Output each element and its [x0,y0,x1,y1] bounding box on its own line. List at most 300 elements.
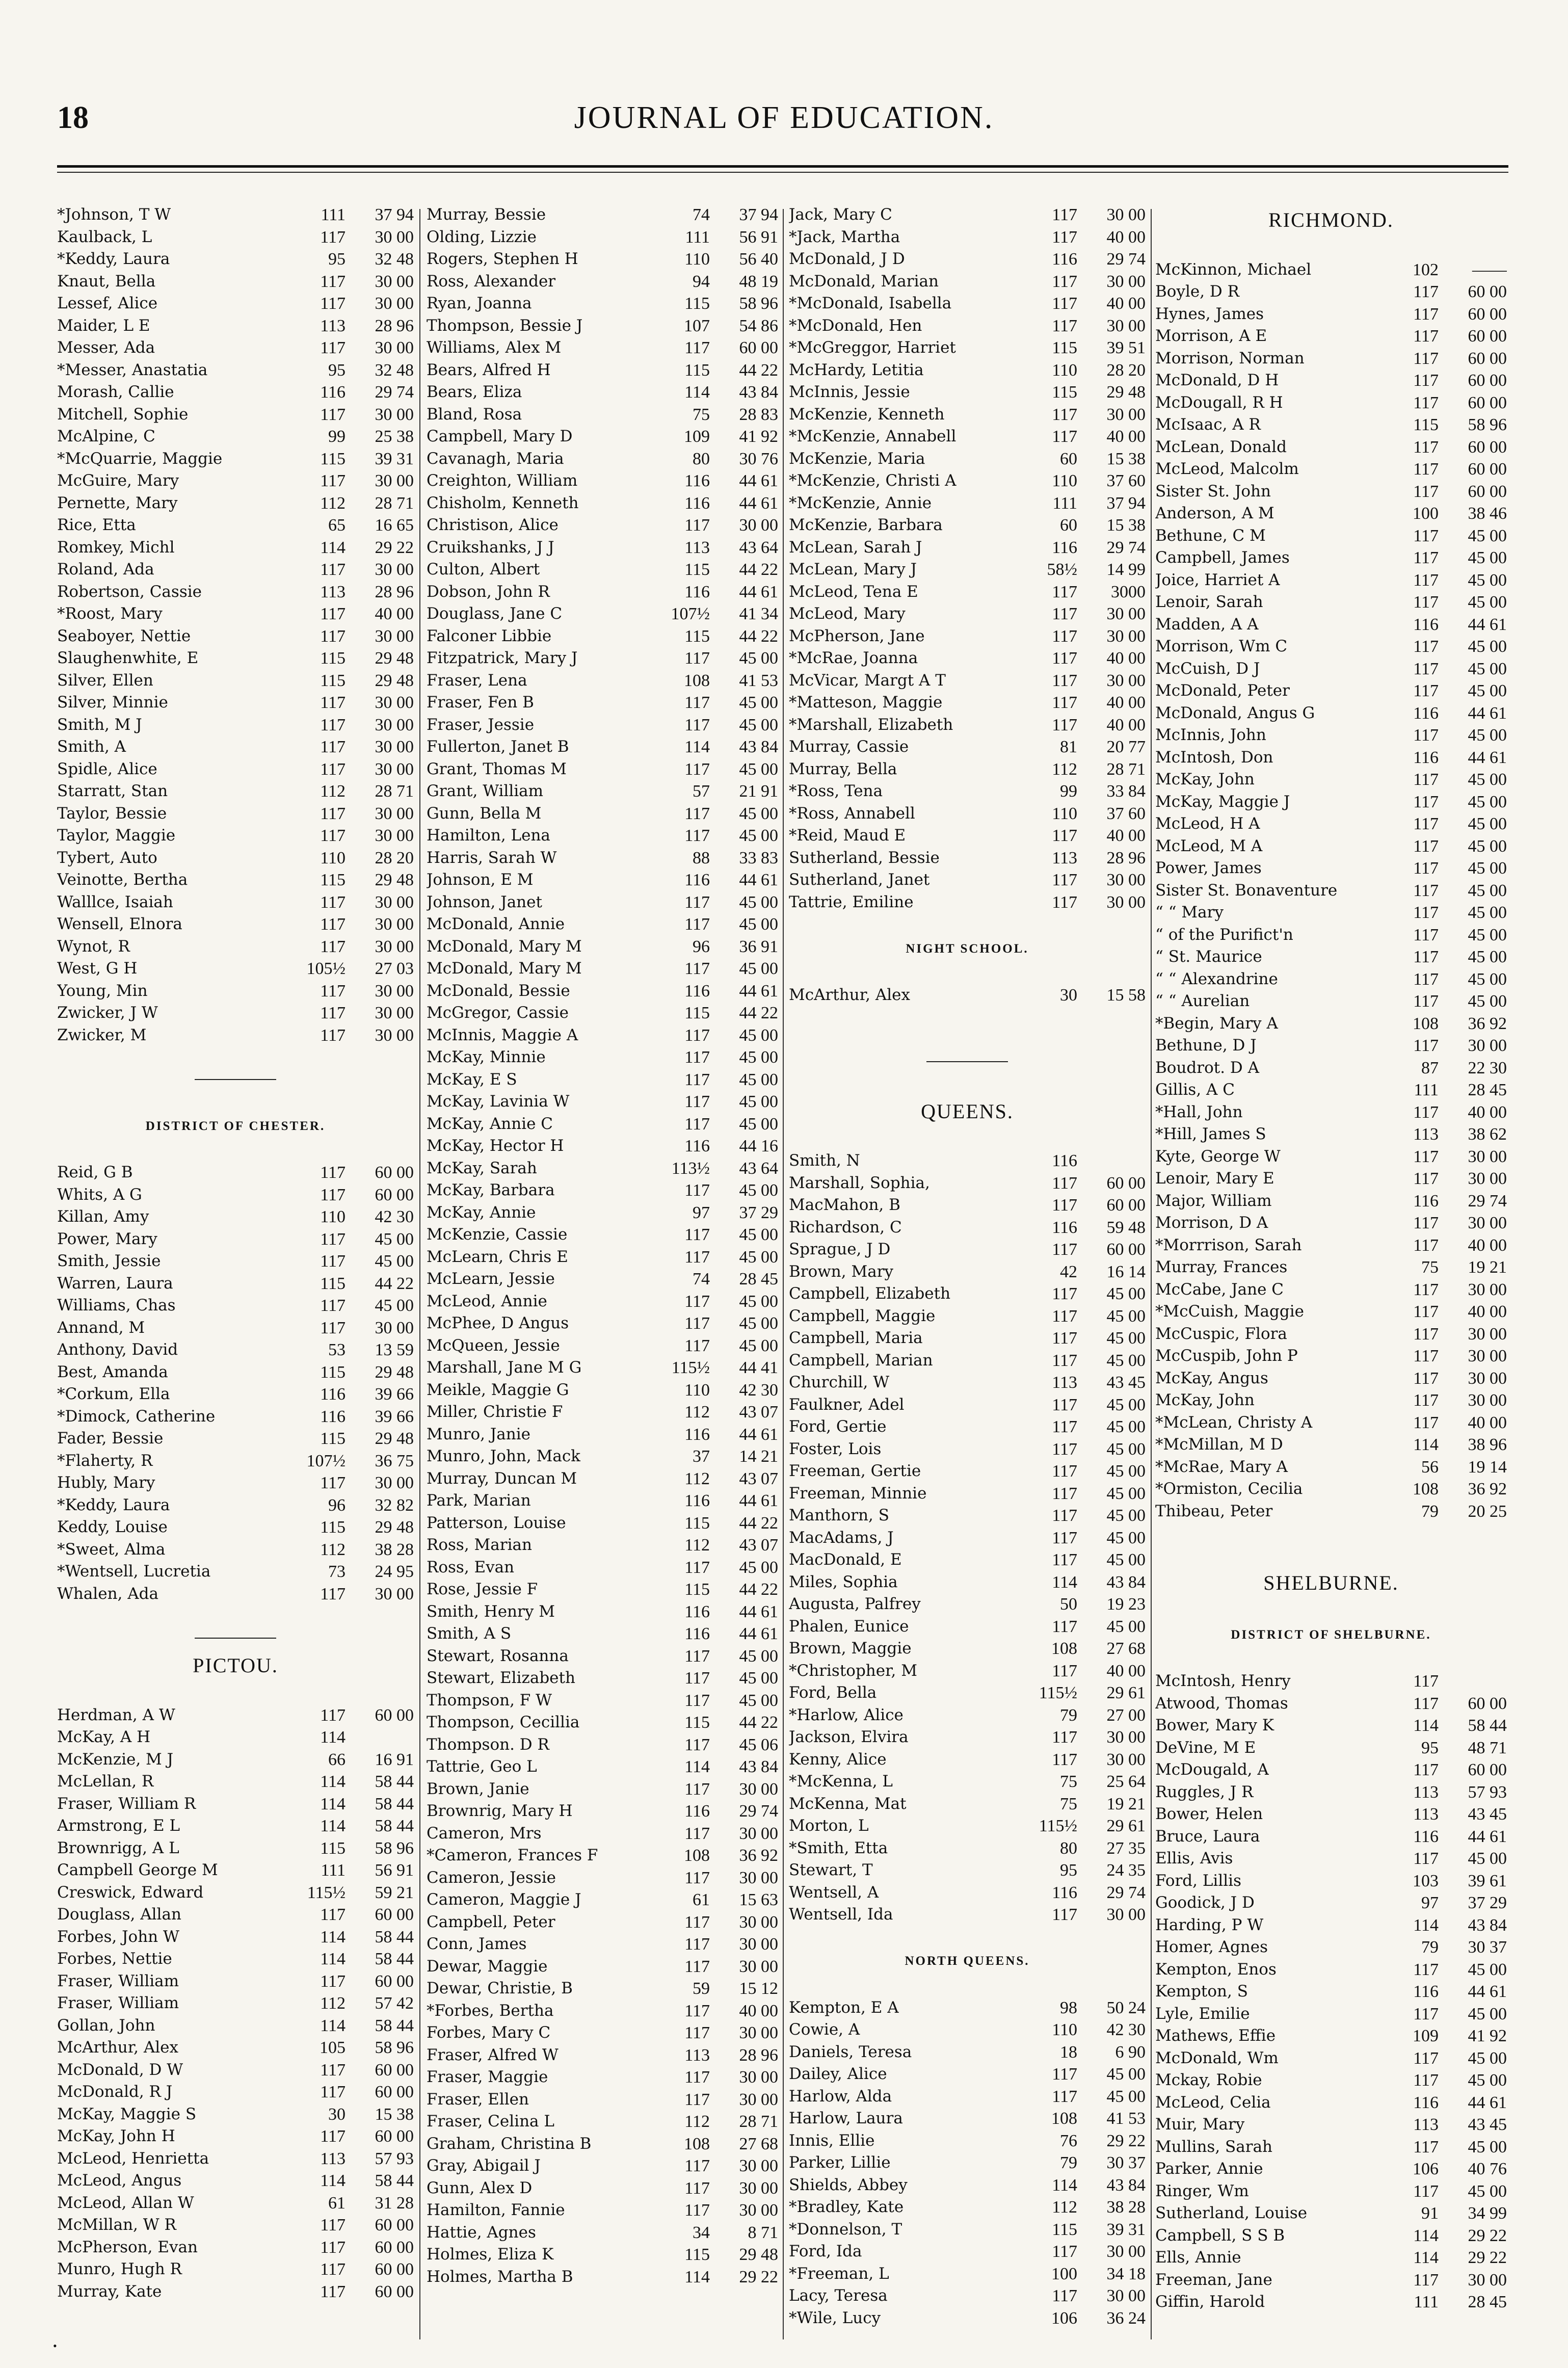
days-attended: 117 [320,738,346,756]
teacher-name: Jack, Mary C [789,205,892,224]
list-item [427,1202,778,1224]
list-item [427,936,778,958]
list-item [57,1561,414,1583]
grant-amount: 45 00 [739,1314,778,1333]
list-item [1155,857,1507,880]
days-attended: 117 [1413,548,1439,567]
teacher-name: Hamilton, Lena [427,826,550,845]
days-attended: 117 [684,338,710,357]
grant-amount: 45 00 [1106,2065,1146,2084]
teacher-name: “ of the Purifict'n [1155,925,1293,944]
teacher-name: McQueen, Jessie [427,1336,560,1355]
teacher-name: Fader, Bessie [57,1429,164,1448]
grant-amount: 45 00 [1106,1329,1146,1348]
grant-amount: 36 92 [1468,1014,1507,1033]
grant-amount: 40 76 [1468,2160,1507,2178]
teacher-name: Homer, Agnes [1155,1938,1268,1956]
teacher-name: Murray, Kate [57,2282,162,2301]
list-item [57,2237,414,2259]
grant-amount: 14 99 [1106,560,1146,579]
teacher-name: McCuspic, Flora [1155,1324,1287,1343]
days-attended: 117 [320,826,346,845]
days-attended: 108 [684,671,710,690]
grant-amount: 29 48 [375,871,414,889]
grant-amount: 44 16 [739,1137,778,1155]
teacher-name: Campbell, Maria [789,1329,923,1347]
days-attended: 117 [1052,1173,1077,1193]
grant-amount: 45 00 [739,826,778,845]
days-attended: 117 [684,892,710,912]
list-item [789,2086,1146,2108]
teacher-name: Thompson, Cecillia [427,1713,580,1731]
days-attended: 117 [1413,1694,1439,1713]
teacher-name: Kempton, E A [789,1998,899,2017]
days-attended: 117 [1052,693,1077,712]
list-item [1155,1737,1507,1759]
list-item [57,1162,414,1184]
grant-amount: 45 00 [739,1070,778,1089]
grant-amount: 25 38 [375,427,414,446]
teacher-name: Johnson, Janet [427,892,542,911]
grant-amount: 30 00 [1106,1728,1146,1747]
list-item [57,2125,414,2148]
days-attended: 117 [320,560,346,579]
teacher-name: McKenzie, M J [57,1750,174,1769]
days-attended: 117 [1052,892,1077,912]
list-item [57,2214,414,2237]
list-item [1155,1256,1507,1279]
grant-amount: 43 64 [739,1159,778,1178]
teacher-name: McDougald, A [1155,1760,1269,1779]
days-attended: 88 [693,848,710,867]
days-attended: 74 [693,205,710,224]
teacher-name: Tybert, Auto [57,848,157,867]
days-attended: 117 [320,1971,346,1991]
days-attended: 116 [684,981,710,1001]
list-item [427,647,778,670]
teacher-name: McKay, Angus [1155,1369,1268,1387]
days-attended: 116 [1413,2093,1439,2112]
teacher-name: McDonald, Bessie [427,981,570,1000]
grant-amount: 44 22 [739,560,778,579]
teacher-name: McLeod, Annie [427,1292,547,1310]
grant-amount: 30 00 [375,1474,414,1492]
teacher-name: Sister St. Bonaventure [1155,881,1338,900]
days-attended: 117 [684,1181,710,1200]
list-item [427,1978,778,2000]
grant-amount: 45 00 [1468,992,1507,1011]
teacher-name: *McRae, Joanna [789,649,918,667]
column-4 [1155,204,1507,2345]
grant-amount: 60 00 [1468,371,1507,390]
teacher-name: Smith, A S [427,1624,512,1643]
days-attended: 87 [1421,1058,1439,1077]
grant-amount: 30 00 [375,892,414,912]
grant-amount: 19 21 [1106,1794,1146,1813]
days-attended: 113 [320,316,346,335]
teacher-name: Gray, Abigail J [427,2156,541,2175]
teacher-name: Campbell, S S B [1155,2226,1285,2245]
teacher-name: Brown, Mary [789,1262,894,1281]
grant-amount: 29 74 [1106,538,1146,557]
days-attended: 117 [1413,992,1439,1011]
teacher-name: *Morrrison, Sarah [1155,1235,1302,1254]
grant-amount: 48 71 [1468,1738,1507,1757]
grant-amount: 29 22 [1468,2226,1507,2245]
days-attended: 113 [684,538,710,557]
grant-amount: 45 00 [739,693,778,712]
days-attended: 108 [684,1846,710,1865]
grant-amount: 45 00 [1106,1462,1146,1481]
days-attended: 117 [1052,715,1077,734]
teacher-name: McDonald, Mary M [427,959,582,978]
teacher-name: Maider, L E [57,316,150,335]
grant-amount: 56 40 [739,250,778,269]
days-attended: 117 [320,626,346,646]
days-attended: 117 [1413,1280,1439,1299]
spacer [57,1091,414,1113]
teacher-name: McVicar, Margt A T [789,671,946,690]
teacher-name: Starratt, Stan [57,782,168,800]
teacher-name: Meikle, Maggie G [427,1380,569,1399]
teacher-name: McCuspib, John P [1155,1347,1298,1365]
teacher-name: *Smith, Etta [789,1838,888,1857]
list-item [789,2219,1146,2241]
teacher-name: Thompson, F W [427,1691,552,1709]
grant-amount: 36 92 [1468,1480,1507,1498]
days-attended: 117 [684,1691,710,1710]
teacher-name: Fraser, Lena [427,671,527,690]
grant-amount: 29 48 [375,649,414,668]
grant-amount: 30 00 [1468,1280,1507,1299]
teacher-name: Fraser, Celina L [427,2112,554,2130]
list-item [427,1778,778,1801]
grant-amount: 45 00 [739,1114,778,1134]
grant-amount: 40 00 [1106,427,1146,446]
teacher-name: Rogers, Stephen H [427,250,578,268]
list-item [789,869,1146,891]
list-item [57,248,414,271]
district-heading: NIGHT SCHOOL. [906,941,1029,956]
teacher-name: McArthur, Alex [789,986,910,1004]
teacher-name: *Marshall, Elizabeth [789,715,953,734]
grant-amount: 60 00 [1468,437,1507,457]
list-item [427,1911,778,1934]
list-item [57,2192,414,2215]
grant-amount: 32 82 [375,1495,414,1515]
teacher-name: Douglass, Allan [57,1905,181,1924]
teacher-name: Munro, Hugh R [57,2260,182,2278]
days-attended: 95 [1060,1861,1077,1880]
grant-amount: 44 61 [739,471,778,490]
grant-amount: 45 00 [1468,1960,1507,1979]
grant-amount: 43 45 [1106,1373,1146,1392]
grant-amount: 30 00 [739,2090,778,2109]
days-attended: 60 [1060,449,1077,468]
list-item [1155,946,1507,968]
list-item [789,1460,1146,1483]
list-item [789,404,1146,426]
list-item [1155,1981,1507,2003]
teacher-name: Campbell, Mary D [427,427,573,445]
teacher-name: McLean, Sarah J [789,538,922,557]
teacher-name: McKay, John [1155,770,1255,788]
days-attended: 115½ [1039,1817,1077,1835]
days-attended: 53 [328,1340,346,1359]
days-attended: 115 [684,1580,710,1599]
grant-amount: 45 00 [1468,593,1507,612]
grant-amount: 30 00 [1106,205,1146,224]
list-item [427,1623,778,1645]
list-item [427,714,778,736]
list-item [789,204,1146,226]
teacher-name: Hubly, Mary [57,1474,155,1492]
list-item [427,1157,778,1180]
list-item [1155,2202,1507,2225]
days-attended: 108 [1413,1480,1439,1498]
days-attended: 117 [1052,1395,1077,1414]
teacher-name: Creighton, William [427,471,578,490]
list-item [57,2258,414,2281]
list-item [57,1228,414,1251]
teacher-name: Culton, Albert [427,560,540,578]
days-attended: 117 [320,915,346,934]
list-item [57,1904,414,1926]
teacher-name: Campbell, James [1155,548,1290,567]
days-attended: 117 [684,1824,710,1843]
days-attended: 114 [1052,1572,1077,1592]
days-attended: 96 [693,937,710,956]
days-attended: 117 [684,1912,710,1932]
grant-amount: 45 00 [739,715,778,734]
list-item [789,1638,1146,1660]
list-item [57,1317,414,1339]
days-attended: 113 [1052,848,1077,867]
list-item [427,1379,778,1402]
grant-amount: 27 68 [1106,1639,1146,1658]
days-attended: 116 [1052,1151,1077,1170]
grant-amount: 20 77 [1106,738,1146,756]
days-attended: 117 [1052,1306,1077,1326]
list-item [57,1206,414,1228]
list-item [427,692,778,714]
days-attended: 117 [1052,582,1077,601]
spacer [1155,236,1507,259]
list-item [427,2044,778,2067]
days-attended: 117 [1413,1214,1439,1232]
days-attended: 117 [1413,437,1439,457]
teacher-name: McLearn, Jessie [427,1270,555,1288]
days-attended: 114 [1413,2226,1439,2245]
list-item [1155,2114,1507,2136]
grant-amount: 29 22 [739,2267,778,2286]
list-item [57,1837,414,1860]
days-attended: 37 [693,1447,710,1466]
days-attended: 117 [1413,1960,1439,1979]
days-attended: 116 [1052,1218,1077,1237]
list-item [427,1645,778,1668]
days-attended: 116 [1413,615,1439,634]
grant-amount: 45 00 [1468,792,1507,811]
list-item [1155,1914,1507,1937]
grant-amount: 36 24 [1106,2308,1146,2328]
teacher-name: *Hall, John [1155,1102,1243,1121]
days-attended: 117 [320,227,346,247]
list-item [57,470,414,492]
teacher-name: MacAdams, J [789,1528,894,1547]
grant-amount: 43 07 [739,1536,778,1555]
list-item [1155,1412,1507,1434]
grant-amount: 60 00 [1106,1240,1146,1259]
days-attended: 105 [320,2038,346,2057]
list-item [427,2266,778,2288]
list-item [789,1217,1146,1239]
teacher-name: Ross, Alexander [427,272,556,291]
days-attended: 117 [1052,1750,1077,1769]
days-attended: 117 [320,272,346,291]
grant-amount: 28 71 [1106,759,1146,779]
grant-amount: 44 22 [739,626,778,646]
grant-amount: 45 00 [1106,1484,1146,1503]
grant-amount: 45 00 [739,1092,778,1111]
grant-amount: 45 00 [739,1292,778,1311]
days-attended: 112 [320,1540,346,1559]
days-attended: 73 [328,1562,346,1581]
column-divider [1151,209,1152,2339]
days-attended: 115 [320,1362,346,1382]
teacher-name: Fraser, Fen B [427,693,534,712]
days-attended: 117 [1052,1661,1077,1680]
teacher-name: Munro, John, Mack [427,1447,580,1465]
teacher-name: McLean, Mary J [789,560,917,578]
days-attended: 117 [684,2156,710,2175]
teacher-name: Brown, Maggie [789,1639,912,1657]
list-item [427,1867,778,1889]
days-attended: 109 [684,427,710,446]
list-item [57,1184,414,1206]
spacer [789,962,1146,985]
list-item [1155,1826,1507,1848]
list-item [427,1756,778,1778]
list-item [789,1682,1146,1704]
teacher-name: Major, William [1155,1191,1272,1210]
days-attended: 76 [1060,2131,1077,2150]
teacher-name: McKay, John H [57,2127,175,2145]
teacher-name: Atwood, Thomas [1155,1694,1288,1713]
list-item [57,359,414,382]
teacher-name: *McCuish, Maggie [1155,1302,1304,1321]
days-attended: 95 [1421,1738,1439,1757]
teacher-name: MacDonald, E [789,1550,902,1569]
list-item [1155,2269,1507,2292]
list-item [789,1505,1146,1527]
list-item [427,1800,778,1823]
days-attended: 95 [328,250,346,269]
grant-amount: 15 38 [1106,516,1146,535]
list-item [57,1793,414,1816]
days-attended: 110 [1052,471,1077,490]
days-attended: 117 [320,804,346,823]
teacher-name: Lacy, Teresa [789,2286,888,2305]
days-attended: 79 [1060,2153,1077,2172]
grant-amount: 41 92 [1468,2027,1507,2045]
grant-amount: 30 00 [739,1935,778,1954]
list-item [789,1771,1146,1793]
list-item [427,2000,778,2022]
grant-amount: 39 31 [375,449,414,468]
days-attended: 117 [1413,1413,1439,1432]
grant-amount: 37 60 [1106,471,1146,490]
list-item [427,1601,778,1623]
list-item [1155,880,1507,902]
days-attended: 117 [320,1705,346,1725]
roll-columns [57,204,1507,2345]
teacher-name: *Wentsell, Lucretia [57,1562,211,1581]
teacher-name: Morton, L [789,1817,869,1835]
list-item [427,1534,778,1557]
teacher-name: *Freeman, L [789,2264,889,2283]
days-attended: 117 [684,516,710,535]
days-attended: 117 [1052,405,1077,424]
list-item [427,913,778,936]
grant-amount: 30 00 [1468,1369,1507,1388]
days-attended: 111 [685,227,710,247]
list-item [427,1690,778,1712]
teacher-name: *Christopher, M [789,1661,917,1680]
list-item [789,2196,1146,2219]
list-item [1155,2047,1507,2070]
teacher-name: Goodick, J D [1155,1893,1255,1912]
teacher-name: Forbes, John W [57,1927,179,1946]
teacher-name: McInnis, Jessie [789,383,910,401]
grant-amount: 30 00 [1106,604,1146,623]
teacher-name: McDougall, R H [1155,393,1283,412]
days-attended: 117 [1052,1417,1077,1436]
teacher-name: Thompson, Bessie J [427,316,583,335]
days-attended: 112 [684,1536,710,1555]
teacher-name: Brownrig, Mary H [427,1802,573,1820]
days-attended: 117 [320,693,346,712]
grant-amount: 15 12 [739,1979,778,1998]
list-item [1155,1035,1507,1057]
list-item [789,1239,1146,1261]
teacher-name: McKay, Minnie [427,1048,546,1066]
list-item [427,625,778,648]
days-attended: 116 [1413,748,1439,767]
days-attended: 117 [684,826,710,845]
days-attended: 99 [328,427,346,446]
days-attended: 117 [684,2178,710,2198]
teacher-name: Fraser, Maggie [427,2068,548,2086]
teacher-name: Holmes, Martha B [427,2267,573,2286]
days-attended: 115 [320,649,346,668]
teacher-name: Christison, Alice [427,516,559,534]
list-item [1155,503,1507,525]
teacher-name: Murray, Bella [789,759,897,778]
teacher-name: Parker, Lillie [789,2153,891,2172]
days-attended: 115½ [671,1358,710,1377]
grant-amount: 60 00 [375,2127,414,2146]
spacer [1155,1522,1507,1545]
list-item [1155,348,1507,370]
days-attended: 113 [320,582,346,601]
grant-amount: 28 20 [375,848,414,867]
grant-amount: 45 00 [1468,2071,1507,2090]
grant-amount: 38 62 [1468,1125,1507,1144]
grant-amount: 15 38 [375,2104,414,2124]
teacher-name: *McKenzie, Annabell [789,427,956,445]
list-item [57,980,414,1003]
